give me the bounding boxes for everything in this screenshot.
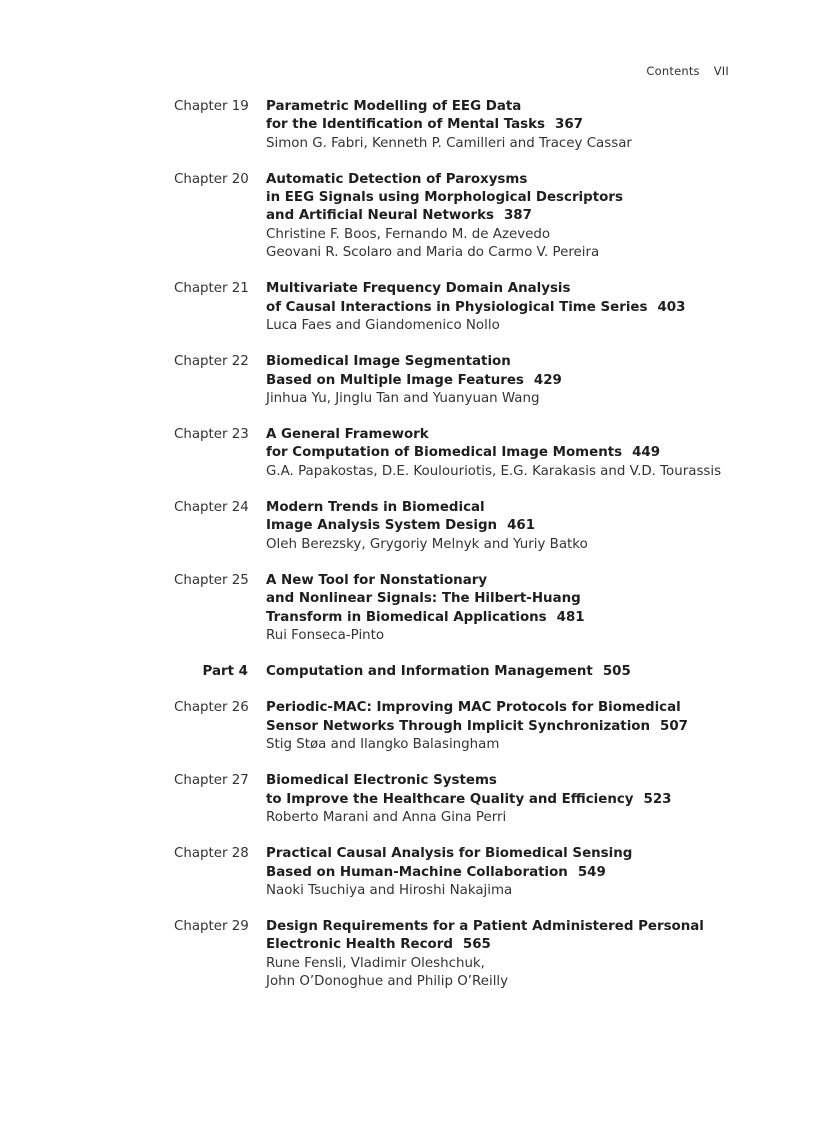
entry-title-text: in EEG Signals using Morphological Descriptors — [266, 190, 623, 206]
entry-page-number: 507 — [660, 718, 688, 734]
entry-title-line — [266, 772, 776, 790]
entry-title-text: Based on Human-Machine Collaboration — [266, 864, 568, 880]
table-of-contents — [0, 98, 816, 991]
entry-title-line — [266, 609, 776, 627]
chapter-label: Chapter 22 — [174, 354, 249, 370]
entry-body — [266, 98, 776, 153]
entry-body — [266, 845, 776, 900]
entry-title-line — [266, 426, 776, 444]
entry-title-line — [266, 353, 776, 371]
entry-body — [266, 699, 776, 754]
entry-authors-line: Simon G. Fabri, Kenneth P. Camilleri and Tracey Cassar — [266, 135, 632, 151]
chapter-label: Chapter 24 — [174, 500, 249, 516]
entry-page-number: 505 — [602, 664, 631, 680]
entry-title-line — [266, 171, 776, 189]
running-head-section: Contents — [646, 64, 700, 78]
toc-chapter-entry — [0, 98, 816, 153]
entry-authors-line: Christine F. Boos, Fernando M. de Azevedo — [266, 226, 551, 242]
entry-title-line — [266, 572, 776, 590]
entry-authors-line: Rune Fensli, Vladimir Oleshchuk, — [266, 955, 485, 971]
entry-title-text: Biomedical Electronic Systems — [266, 773, 497, 789]
entry-title-line — [266, 718, 776, 736]
entry-title-text: and Nonlinear Signals: The Hilbert-Huang — [266, 591, 581, 607]
entry-title-text: Image Analysis System Design — [266, 518, 498, 534]
entry-title-line — [266, 663, 776, 681]
entry-page-number: 461 — [507, 518, 536, 534]
entry-title-text: Design Requirements for a Patient Administered Personal — [266, 919, 704, 935]
entry-title-line — [266, 444, 776, 462]
entry-title-text: A General Framework — [266, 427, 429, 443]
entry-title-text: Parametric Modelling of EEG Data — [266, 99, 522, 114]
toc-chapter-entry — [0, 280, 816, 335]
toc-chapter-entry — [0, 572, 816, 645]
entry-title-line — [266, 936, 776, 954]
entry-body — [266, 353, 776, 408]
entry-page-number: 449 — [632, 445, 661, 461]
toc-chapter-entry — [0, 845, 816, 900]
entry-authors-line: Luca Faes and Giandomenico Nollo — [266, 317, 500, 333]
entry-title-line — [266, 372, 776, 390]
entry-page-number: 565 — [462, 937, 491, 953]
toc-chapter-entry — [0, 918, 816, 991]
entry-page-number: 523 — [643, 791, 672, 807]
entry-title-line — [266, 280, 776, 298]
entry-authors-line: Geovani R. Scolaro and Maria do Carmo V. Pereira — [266, 245, 600, 261]
entry-title-line — [266, 499, 776, 517]
chapter-label: Chapter 25 — [174, 572, 249, 588]
entry-authors-line: Stig Støa and Ilangko Balasingham — [266, 737, 500, 753]
entry-title-line — [266, 189, 776, 207]
entry-authors-line: Roberto Marani and Anna Gina Perri — [266, 809, 507, 825]
entry-title-line — [266, 116, 776, 134]
entry-title-text: Biomedical Image Segmentation — [266, 354, 511, 370]
running-head — [646, 64, 729, 78]
entry-title-line — [266, 517, 776, 535]
entry-title-text: Modern Trends in Biomedical — [266, 500, 485, 516]
entry-title-line — [266, 845, 776, 863]
entry-authors-line: G.A. Papakostas, D.E. Koulouriotis, E.G. Karakasis and V.D. Tourassis — [266, 463, 722, 479]
part-label: Part 4 — [202, 664, 248, 680]
entry-body — [266, 772, 776, 827]
toc-chapter-entry — [0, 699, 816, 754]
entry-page-number: 403 — [657, 299, 686, 315]
entry-authors-line: Jinhua Yu, Jinglu Tan and Yuanyuan Wang — [266, 390, 540, 406]
chapter-label: Chapter 20 — [174, 171, 249, 187]
toc-chapter-entry — [0, 426, 816, 481]
entry-title-text: of Causal Interactions in Physiological Time Series — [266, 299, 648, 315]
entry-page-number: 429 — [533, 372, 562, 388]
entry-body — [266, 663, 776, 681]
chapter-label: Chapter 23 — [174, 427, 249, 443]
entry-title-line — [266, 207, 776, 225]
entry-title-text: Based on Multiple Image Features — [266, 372, 524, 388]
entry-authors-line: Oleh Berezsky, Grygoriy Melnyk and Yuriy Batko — [266, 536, 588, 552]
entry-page-number: 481 — [556, 609, 585, 625]
entry-authors-line: John O’Donoghue and Philip O’Reilly — [266, 973, 509, 989]
entry-page-number: 387 — [503, 208, 532, 224]
entry-title-line — [266, 299, 776, 317]
entry-body — [266, 280, 776, 335]
entry-title-text: Electronic Health Record — [266, 937, 453, 953]
entry-body — [266, 918, 776, 991]
entry-body — [266, 499, 776, 554]
entry-page-number: 367 — [555, 117, 583, 133]
entry-title-text: Practical Causal Analysis for Biomedical Sensing — [266, 846, 633, 862]
chapter-label: Chapter 29 — [174, 919, 249, 935]
chapter-label: Chapter 19 — [174, 99, 249, 114]
entry-title-text: A New Tool for Nonstationary — [266, 572, 488, 588]
entry-title-text: and Artificial Neural Networks — [266, 208, 494, 224]
entry-title-text: Periodic-MAC: Improving MAC Protocols for Biomedical — [266, 700, 681, 716]
entry-title-line — [266, 590, 776, 608]
toc-chapter-entry — [0, 499, 816, 554]
entry-title-text: Computation and Information Management — [266, 664, 593, 680]
toc-chapter-entry — [0, 353, 816, 408]
entry-title-line — [266, 791, 776, 809]
chapter-label: Chapter 28 — [174, 846, 249, 862]
entry-title-text: Automatic Detection of Paroxysms — [266, 171, 528, 187]
chapter-label: Chapter 27 — [174, 773, 249, 789]
entry-title-text: Sensor Networks Through Implicit Synchronization — [266, 718, 651, 734]
entry-title-line — [266, 918, 776, 936]
chapter-label: Chapter 21 — [174, 281, 249, 297]
toc-part-entry — [0, 663, 816, 681]
entry-title-line — [266, 98, 776, 116]
entry-body — [266, 572, 776, 645]
chapter-label: Chapter 26 — [174, 700, 249, 716]
entry-title-text: to Improve the Healthcare Quality and Efficiency — [266, 791, 634, 807]
entry-title-text: Multivariate Frequency Domain Analysis — [266, 281, 571, 297]
entry-title-line — [266, 699, 776, 717]
entry-body — [266, 171, 776, 262]
running-head-page-number: VII — [713, 64, 729, 78]
entry-authors-line: Naoki Tsuchiya and Hiroshi Nakajima — [266, 882, 513, 898]
entry-page-number: 549 — [577, 864, 606, 880]
entry-title-line — [266, 864, 776, 882]
toc-chapter-entry — [0, 772, 816, 827]
entry-title-text: Transform in Biomedical Applications — [266, 609, 547, 625]
entry-title-text: for Computation of Biomedical Image Moments — [266, 445, 623, 461]
toc-chapter-entry — [0, 171, 816, 262]
entry-body — [266, 426, 776, 481]
entry-authors-line: Rui Fonseca-Pinto — [266, 627, 385, 643]
entry-title-text: for the Identification of Mental Tasks — [266, 117, 546, 133]
